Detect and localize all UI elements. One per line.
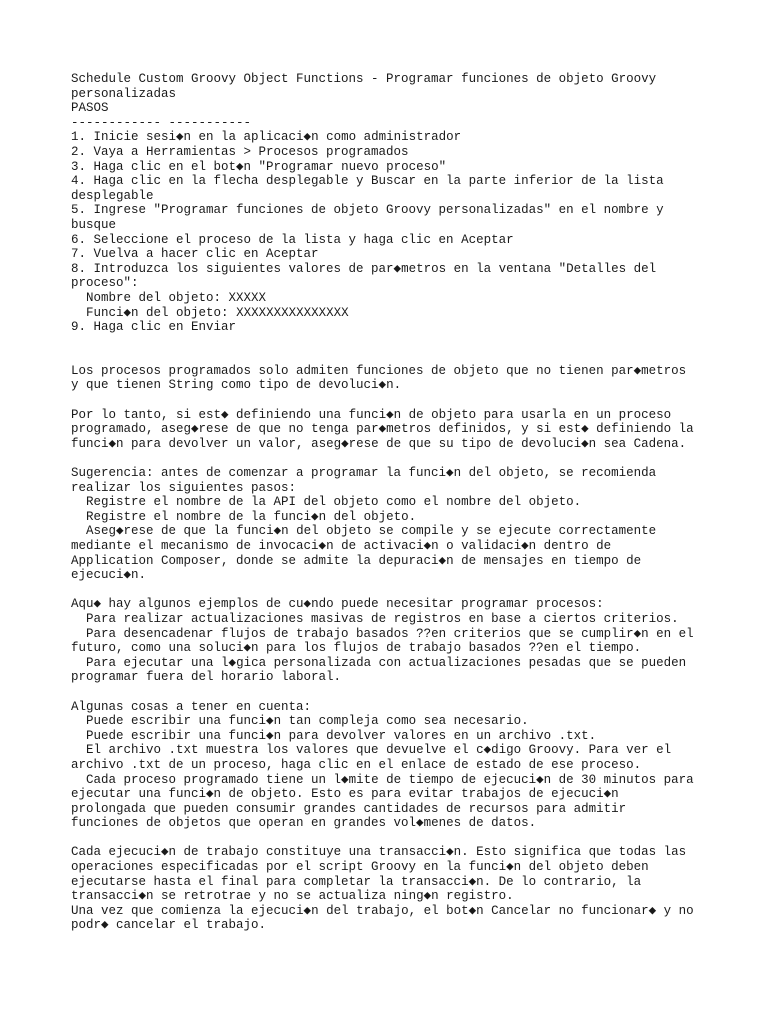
document-line xyxy=(71,831,711,846)
document-line: Para desencadenar flujos de trabajo basados ??en criterios que se cumplir◆n en el xyxy=(71,626,694,641)
document-line: El archivo .txt muestra los valores que devuelve el c◆digo Groovy. Para ver el xyxy=(71,743,672,758)
document-line: programar fuera del horario laboral. xyxy=(71,670,342,685)
document-line: y que tienen String como tipo de devoluci◆n. xyxy=(71,378,402,393)
document-line: funciones de objetos que operan en grandes vol◆menes de datos. xyxy=(71,816,537,831)
document-line: proceso": xyxy=(71,276,139,291)
document-line: PASOS xyxy=(71,101,109,116)
document-line: transacci◆n se retrotrae y no se actualiza ning◆n registro. xyxy=(71,889,514,904)
document-line xyxy=(71,393,711,408)
document-line xyxy=(71,583,711,598)
document-line: Para realizar actualizaciones masivas de registros en base a ciertos criterios. xyxy=(71,611,679,626)
document-line: mediante el mecanismo de invocaci◆n de activaci◆n o validaci◆n dentro de xyxy=(71,539,612,553)
document-line xyxy=(71,451,711,466)
document-line: 7. Vuelva a hacer clic en Aceptar xyxy=(71,247,319,262)
document-line: 1. Inicie sesi◆n en la aplicaci◆n como administrador xyxy=(71,130,462,145)
document-line: ejecuci◆n. xyxy=(71,568,147,583)
document-line: 9. Haga clic en Enviar xyxy=(71,320,237,335)
document-line: Puede escribir una funci◆n tan compleja como sea necesario. xyxy=(71,714,529,729)
document-line: desplegable xyxy=(71,188,154,203)
document-line: personalizadas xyxy=(71,86,177,101)
document-line: Registre el nombre de la API del objeto como el nombre del objeto. xyxy=(71,495,582,510)
document-line: funci◆n para devolver un valor, aseg◆rese de que su tipo de devoluci◆n sea Cadena. xyxy=(71,436,687,451)
document-line xyxy=(71,335,711,350)
document-line: Aseg◆rese de que la funci◆n del objeto se compile y se ejecute correctamente xyxy=(71,524,657,539)
document-line: programado, aseg◆rese de que no tenga par◆metros definidos, y si est◆ definiendo la xyxy=(71,422,694,437)
document-line: 4. Haga clic en la flecha desplegable y Buscar en la parte inferior de la lista xyxy=(71,174,664,189)
document-line: 3. Haga clic en el bot◆n "Programar nuevo proceso" xyxy=(71,159,447,174)
document-line: busque xyxy=(71,217,117,232)
document-line: Funci◆n del objeto: XXXXXXXXXXXXXXX xyxy=(71,305,349,320)
document-line: Los procesos programados solo admiten funciones de objeto que no tienen par◆metros xyxy=(71,363,687,378)
document-line: Cada proceso programado tiene un l◆mite de tiempo de ejecuci◆n de 30 minutos para xyxy=(71,772,694,787)
document-line: Registre el nombre de la funci◆n del objeto. xyxy=(71,509,417,524)
document-line: 8. Introduzca los siguientes valores de par◆metros en la ventana "Detalles del xyxy=(71,261,657,276)
document-line xyxy=(71,685,711,700)
document-line: Cada ejecuci◆n de trabajo constituye una transacci◆n. Esto significa que todas las xyxy=(71,845,687,860)
document-line: Algunas cosas a tener en cuenta: xyxy=(71,699,312,714)
document-line: ejecutarse hasta el final para completar la transacci◆n. De lo contrario, la xyxy=(71,874,642,889)
document-line: 2. Vaya a Herramientas > Procesos programados xyxy=(71,144,409,159)
document-line: Nombre del objeto: XXXXX xyxy=(71,290,267,305)
document-line: realizar los siguientes pasos: xyxy=(71,480,297,495)
document-line: ------------ ----------- xyxy=(71,115,252,130)
document-body xyxy=(71,72,711,933)
document-line: Puede escribir una funci◆n para devolver valores en un archivo .txt. xyxy=(71,728,597,743)
document-line: ejecutar una funci◆n de objeto. Esto es para evitar trabajos de ejecuci◆n xyxy=(71,787,619,802)
document-line: archivo .txt de un proceso, haga clic en el enlace de estado de ese proceso. xyxy=(71,757,642,772)
document-line: 5. Ingrese "Programar funciones de objeto Groovy personalizadas" en el nombre y xyxy=(71,203,664,218)
document-line: Application Composer, donde se admite la depuraci◆n de mensajes en tiempo de xyxy=(71,553,642,568)
document-line: Para ejecutar una l◆gica personalizada con actualizaciones pesadas que se pueden xyxy=(71,655,687,670)
document-line: Una vez que comienza la ejecuci◆n del trabajo, el bot◆n Cancelar no funcionar◆ y no xyxy=(71,903,694,918)
document-line: podr◆ cancelar el trabajo. xyxy=(71,918,267,933)
document-line: Aqu◆ hay algunos ejemplos de cu◆ndo puede necesitar programar procesos: xyxy=(71,597,604,612)
document-line: Schedule Custom Groovy Object Functions - Programar funciones de objeto Groovy xyxy=(71,72,657,86)
document-line: Por lo tanto, si est◆ definiendo una funci◆n de objeto para usarla en un proceso xyxy=(71,407,672,422)
document-line: 6. Seleccione el proceso de la lista y haga clic en Aceptar xyxy=(71,232,514,247)
document-line: futuro, como una soluci◆n para los flujos de trabajo basados ??en el tiempo. xyxy=(71,641,642,656)
document-line: operaciones especificadas por el script Groovy en la funci◆n del objeto deben xyxy=(71,860,649,875)
document-line: Sugerencia: antes de comenzar a programar la funci◆n del objeto, se recomienda xyxy=(71,466,657,481)
document-line xyxy=(71,349,711,364)
document-line: prolongada que pueden consumir grandes cantidades de recursos para admitir xyxy=(71,801,627,816)
